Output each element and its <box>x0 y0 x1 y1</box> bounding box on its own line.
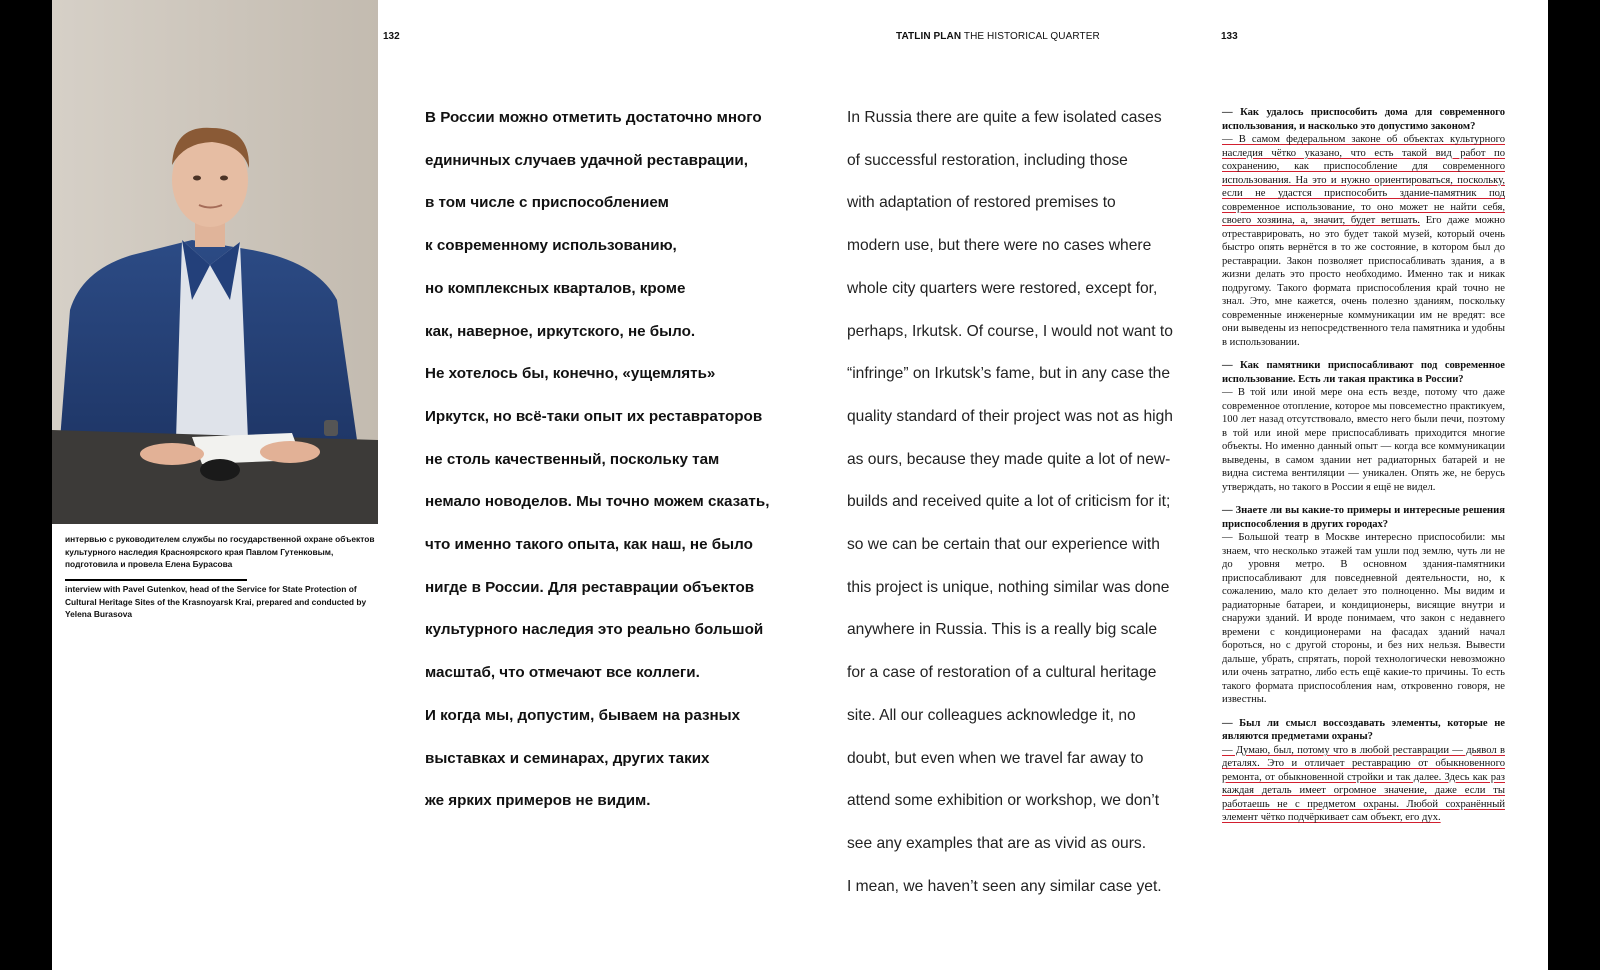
english-line: of successful restoration, including those <box>847 151 1128 169</box>
caption-english: interview with Pavel Gutenkov, head of the Service for State Protection of Cultural Heritage Sites of the Krasnoyarsk Krai, prepared and conducted by Yelena Burasova <box>65 584 367 620</box>
highlighted-passage: — Думаю, был, потому что в любой реставрации — дьявол в деталях. Это и отличает реставрацию от обыкновенного ремонта, от обыкновенной стройки и так далее. Здесь как раз каждая деталь имеет огромное значение, даже если ты работаешь не с предметом охраны. Любой сохранённый элемент чётко подчёркивает сам объект, его дух. <box>1222 744 1505 823</box>
russian-line: Иркутск, но всё-таки опыт их реставраторов <box>425 407 763 425</box>
interview-answer: — В той или иной мере она есть везде, потому что даже современное отопление, которое мы повсеместно практикуем, 100 лет назад отсутствовало, вместо него были печи, поэтому в той или иной мере приспосабливать приходится многие объекты. Но именно данный опыт — когда все коммуникации выведены, в самом здании нет радиаторных батарей и не видна система вентиляции — уникален. Опять же, не берусь утверждать, но такого в России я ещё не видел. <box>1222 387 1505 493</box>
russian-line: к современному использованию, <box>425 237 677 255</box>
page-number-left: 132 <box>383 31 400 42</box>
section-title: THE HISTORICAL QUARTER <box>963 31 1100 42</box>
english-line: In Russia there are quite a few isolated cases <box>847 109 1162 126</box>
page-number-right: 133 <box>1221 31 1238 42</box>
interview-question: — Знаете ли вы какие-то примеры и интересные решения приспособления в других городах? <box>1222 505 1505 530</box>
english-line: so we can be certain that our experience with <box>847 536 1160 554</box>
caption-russian: интервью с руководителем службы по государственной охране объектов культурного наследия Красноярского края Павлом Гутенковым, подготовила и провела Елена Бурасова <box>65 534 375 570</box>
english-line: this project is unique, nothing similar was done <box>847 578 1170 596</box>
russian-line: В России можно отметить достаточно много <box>425 109 762 126</box>
english-line: whole city quarters were restored, except for, <box>847 279 1158 297</box>
english-line: attend some exhibition or workshop, we don’t <box>847 792 1160 810</box>
interview-column <box>1222 106 1505 835</box>
russian-line: выставках и семинарах, других таких <box>425 749 710 767</box>
russian-line: что именно такого опыта, как наш, не было <box>425 536 753 554</box>
russian-line: в том числе с приспособлением <box>425 194 669 212</box>
interview-answer <box>1222 744 1505 825</box>
interview-answer <box>1222 133 1505 349</box>
russian-line: И когда мы, допустим, бываем на разных <box>425 706 741 724</box>
magazine-name: TATLIN PLAN <box>896 31 962 42</box>
caption-divider <box>65 579 247 581</box>
russian-line: немало новоделов. Мы точно можем сказать, <box>425 493 770 511</box>
english-line: doubt, but even when we travel far away to <box>847 749 1144 767</box>
russian-line: но комплексных кварталов, кроме <box>425 279 686 297</box>
russian-line: же ярких примеров не видим. <box>425 792 651 810</box>
russian-line: нигде в России. Для реставрации объектов <box>425 578 755 596</box>
russian-line: единичных случаев удачной реставрации, <box>425 151 748 169</box>
interview-question: — Как памятники приспосабливают под современное использование. Есть ли такая практика в России? <box>1222 360 1505 385</box>
highlighted-passage: — В самом федеральном законе об объектах культурного наследия чётко указано, что есть такой вид работ по сохранению, как приспособление для современного использования. На это и нужно ориентироваться, поскольку, если не удастся приспособить здание-памятник под современное использование, то оно может не найти себя, своего хозяина, а, значит, будет ветшать. <box>1222 134 1505 226</box>
portrait-photo <box>52 0 378 524</box>
russian-line: как, наверное, иркутского, не было. <box>425 322 696 340</box>
magazine-spread <box>52 0 1548 970</box>
portrait-photo-icon <box>52 0 378 524</box>
interview-question: — Как удалось приспособить дома для современного использования, и насколько это допустимо законом? <box>1222 107 1505 132</box>
answer-text: Его даже можно отреставрировать, но это будет такой музей, который очень быстро опять вернётся в то же состояние, в котором был до реставрации. Закон позволяет приспосабливать здания, а в жизни делать это просто необходимо. Именно так и никак подругому. Такого формата приспособления край точно не знал. Это, мне кажется, очень полезно зданиям, поскольку современные инженерные коммуникации им не вредят: все они выведены из непосредственного тела памятника и удобны в использовании. <box>1222 215 1505 348</box>
english-line: builds and received quite a lot of criticism for it; <box>847 493 1171 511</box>
english-line: with adaptation of restored premises to <box>847 194 1116 212</box>
interview-answer: — Большой театр в Москве интересно приспособили: мы знаем, что несколько этажей там ушли под землю, чуть ли не до уровня метро. В основном здания-памятники приспосабливают для повседневной деятельности, но, к сожалению, мало кто делает это полноценно. Мы видим и радиаторные батареи, и кондиционеры, висящие внутри и снаружи зданий. И вроде понимаем, что закон с недавнего времени с кондиционерами на фасадах зданий начал бороться, но с другой стороны, и без них нельзя. Вывести дальше, убрать, спрятать, порой технологически невозможно или очень затратно, либо есть ещё какие-то причины. То есть такого формата приспособления нам, откровенно говоря, не известны. <box>1222 532 1505 705</box>
english-line: anywhere in Russia. This is a really big scale <box>847 621 1157 639</box>
english-line: site. All our colleagues acknowledge it, no <box>847 706 1136 724</box>
russian-quote-column <box>425 97 835 823</box>
english-line: modern use, but there were no cases where <box>847 237 1152 255</box>
running-head <box>896 31 1100 42</box>
english-line: as ours, because they made quite a lot of new- <box>847 450 1171 468</box>
russian-line: Не хотелось бы, конечно, «ущемлять» <box>425 365 716 383</box>
english-line: “infringe” on Irkutsk’s fame, but in any case the <box>847 365 1171 383</box>
russian-line: культурного наследия это реально большой <box>425 621 764 639</box>
english-line: perhaps, Irkutsk. Of course, I would not want to <box>847 322 1173 340</box>
english-line: I mean, we haven’t seen any similar case yet. <box>847 877 1162 895</box>
interview-question: — Был ли смысл воссоздавать элементы, которые не являются предметами охраны? <box>1222 717 1505 742</box>
russian-line: масштаб, что отмечают все коллеги. <box>425 664 700 682</box>
english-line: quality standard of their project was not as high <box>847 407 1173 425</box>
english-line: see any examples that are as vivid as ours. <box>847 834 1147 852</box>
english-quote-column <box>847 97 1207 908</box>
russian-line: не столь качественный, поскольку там <box>425 450 720 468</box>
english-line: for a case of restoration of a cultural heritage <box>847 664 1157 682</box>
